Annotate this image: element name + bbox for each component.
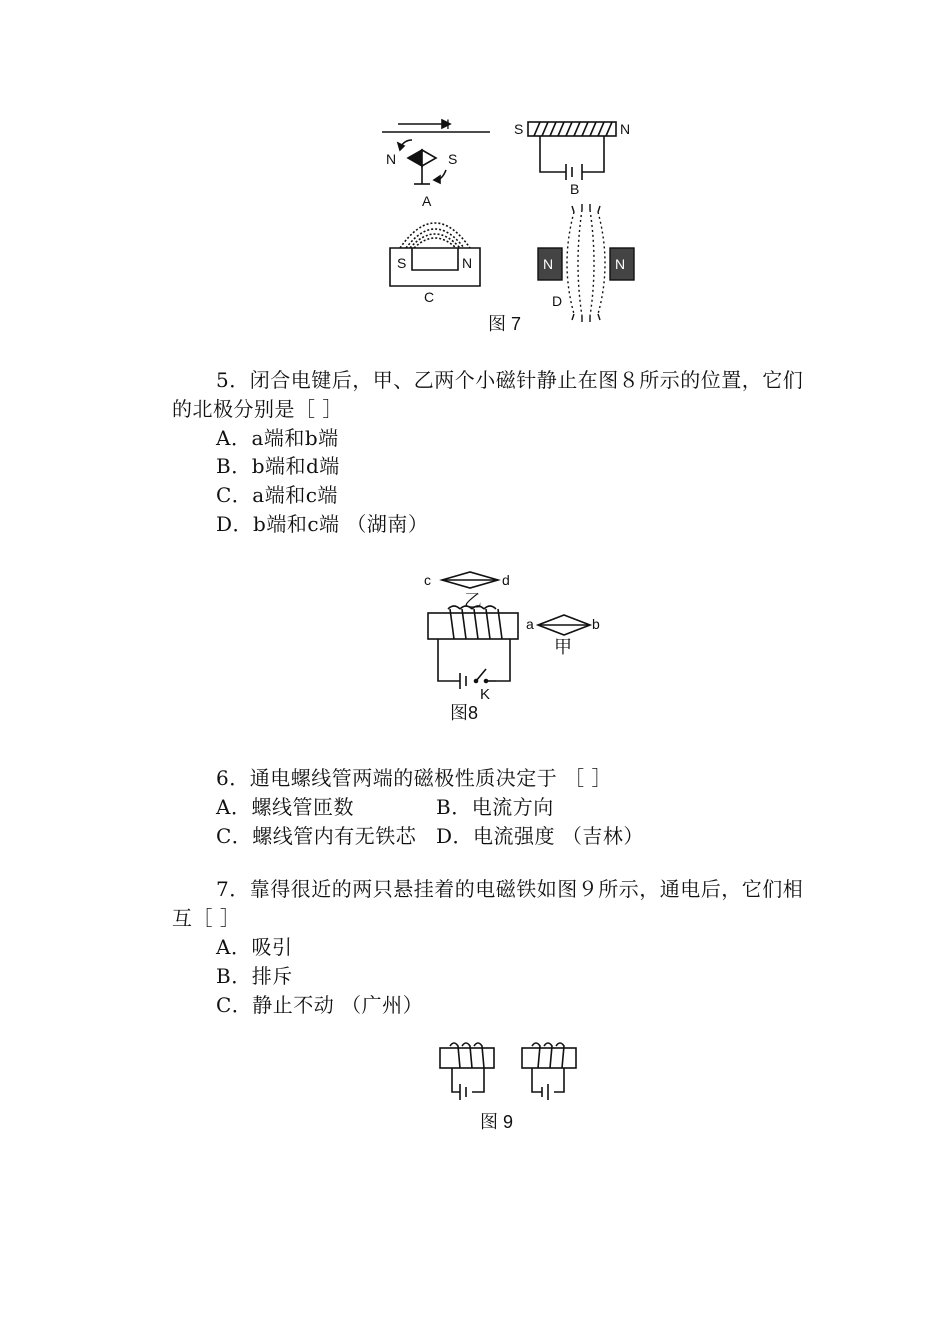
fig8-caption: 图8 xyxy=(450,703,479,723)
figure-9 xyxy=(436,1042,586,1134)
panel-c-letter: C xyxy=(424,289,435,305)
panel-d-letter: D xyxy=(552,293,563,309)
q6-option-a: A．螺线管匝数 xyxy=(216,795,354,819)
panel-a-s: S xyxy=(448,151,458,167)
needle-jia-label: 甲 xyxy=(554,637,572,657)
fig9-caption: 图 9 xyxy=(480,1112,514,1132)
panel-d-n-right: N xyxy=(615,256,626,272)
q7-option-b: B．排斥 xyxy=(216,964,293,988)
q6-stem: 6．通电螺线管两端的磁极性质决定于 ［ ］ xyxy=(216,766,612,790)
q7-stem-line2: 互［ ］ xyxy=(172,906,241,930)
switch-k-label: K xyxy=(480,686,491,703)
q5-stem-line1: 5．闭合电键后，甲、乙两个小磁针静止在图８所示的位置，它们 xyxy=(216,368,804,392)
q5-stem-line2: 的北极分别是［ ］ xyxy=(172,397,343,421)
needle-a-label: a xyxy=(526,616,534,632)
panel-b-diagram xyxy=(528,122,616,180)
current-label: I xyxy=(446,116,450,132)
needle-c-label: c xyxy=(424,572,431,588)
q6-option-b: B．电流方向 xyxy=(436,795,554,819)
needle-d-label: d xyxy=(502,572,510,588)
q5-option-d: D．b端和c端 （湖南） xyxy=(216,512,429,536)
needle-yi-label: 乙 xyxy=(464,591,482,611)
q7-stem-line1: 7．靠得很近的两只悬挂着的电磁铁如图９所示，通电后，它们相 xyxy=(216,877,804,901)
q7-option-c: C．静止不动 （广州） xyxy=(216,993,424,1017)
q6-option-d: D．电流强度 （吉林） xyxy=(436,824,644,848)
panel-d-n-left: N xyxy=(543,256,554,272)
figure-7 xyxy=(370,110,660,340)
q5-option-b: B．b端和d端 xyxy=(216,454,340,478)
panel-b-s: S xyxy=(514,121,524,137)
needle-b-label: b xyxy=(592,616,600,632)
q5-option-a: A．a端和b端 xyxy=(216,426,339,450)
panel-b-letter: B xyxy=(570,181,580,197)
panel-a-letter: A xyxy=(422,193,432,209)
panel-a-n: N xyxy=(386,151,397,167)
panel-c-s: S xyxy=(397,255,407,271)
q7-option-a: A．吸引 xyxy=(216,935,293,959)
figure-8 xyxy=(420,565,620,725)
panel-a-diagram xyxy=(382,120,490,184)
q5-option-c: C．a端和c端 xyxy=(216,483,338,507)
q6-option-c: C．螺线管内有无铁芯 xyxy=(216,824,417,848)
panel-b-n: N xyxy=(620,121,631,137)
panel-c-n: N xyxy=(462,255,473,271)
fig7-caption: 图 7 xyxy=(488,314,522,334)
